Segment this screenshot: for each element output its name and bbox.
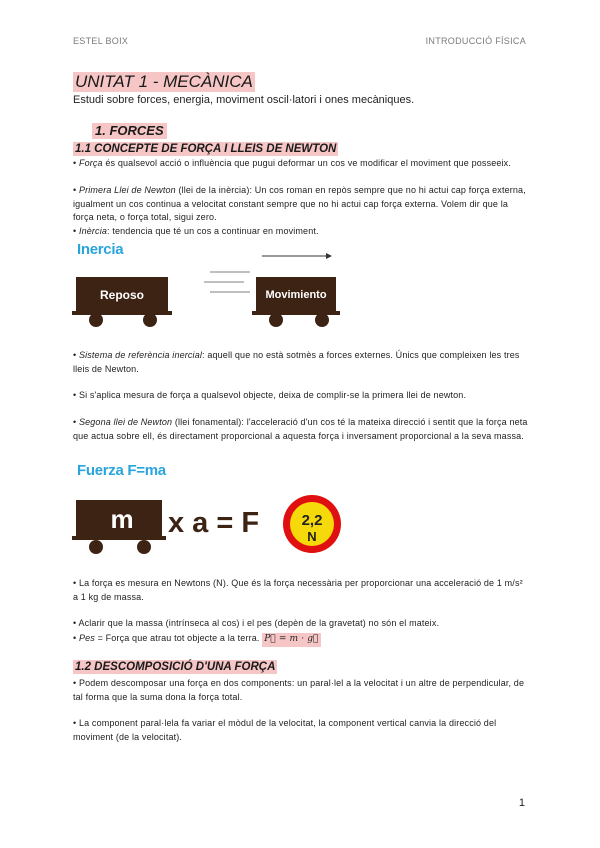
paragraph-inercia: • Inèrcia: tendencia que té un cos a continuar en moviment.	[73, 226, 319, 236]
pes-formula: P⃗ = m · g⃗	[262, 633, 320, 647]
text-aclarir: Aclarir que la massa (intrínseca al cos) i el pes (depèn de la gravetat) no són el mateix.	[78, 618, 440, 628]
truck-reposo-label: Reposo	[99, 288, 145, 302]
paragraph-descomposar: • Podem descomposar una força en dos components: un paral·lel a la velocitat i un altre de perpendicular, de tal forma que la suma dona la força total.	[73, 678, 525, 702]
page-subtitle: Estudi sobre forces, energia, moviment oscil·latori i ones mecàniques.	[73, 94, 415, 106]
text-pes: = Força que atrau tot objecte a la terra.	[94, 633, 263, 643]
text-forca: és qualsevol acció o influència que pugui deformar un cos ve modificar el moviment que posseeix.	[102, 158, 511, 168]
header-author: ESTEL BOIX	[73, 36, 129, 46]
truck-reposo-wheel-front	[143, 313, 157, 327]
paragraph-mesura-forca: • Si s'aplica mesura de força a qualsevol objecte, deixa de complir-se la primera llei de newton.	[73, 390, 467, 400]
truck-movimiento-base	[252, 311, 340, 315]
mass-label: m	[110, 504, 134, 534]
paragraph-segona-llei: • Segona llei de Newton (llei fonamental): l'acceleració d'un cos té la mateixa direcció i sentit que la força neta que actua sobre ell, és directament proporcional a aquesta força i inversament proporcional a la seva massa.	[73, 417, 528, 441]
subsection-title-newton: 1.1 CONCEPTE DE FORÇA I LLEIS DE NEWTON	[75, 143, 337, 155]
truck-movimiento-label: Movimiento	[265, 289, 327, 301]
text-descomposar: Podem descomposar una força en dos components: un paral·lel a la velocitat i un altre de perpendicular, de tal forma que la suma dona la força total.	[73, 678, 525, 702]
term-pes: Pes	[78, 633, 95, 643]
truck-reposo-wheel-back	[89, 313, 103, 327]
paragraph-forca: • Força és qualsevol acció o influència que pugui deformar un cos ve modificar el moviment que posseeix.	[73, 158, 511, 168]
force-sign-unit: N	[307, 529, 317, 544]
truck-movimiento-wheel-front	[315, 313, 329, 327]
page-number: 1	[518, 797, 525, 809]
term-forca: Força	[78, 158, 103, 168]
mass-block-wheel-back	[89, 540, 103, 554]
page-title: UNITAT 1 - MECÀNICA	[75, 72, 253, 91]
term-primera-llei: Primera Llei de Newton	[78, 185, 176, 195]
truck-movimiento-wheel-back	[269, 313, 283, 327]
paragraph-sistema-referencia: • Sistema de referència inercial: aquell que no està sotmès a forces externes. Únics que compleixen les tres lleis de Newton.	[73, 350, 520, 374]
paragraph-primera-llei: • Primera Llei de Newton (llei de la inèrcia): Un cos roman en repòs sempre que no hi actui cap força externa, igualment un cos continua a velocitat constant sempre que no hi actui cap força externa. Volem dir que la força neta, o força total, sigui zero.	[73, 185, 526, 222]
paragraph-aclarir: • Aclarir que la massa (intrínseca al cos) i el pes (depèn de la gravetat) no són el mateix.	[73, 618, 440, 628]
figure-caption-fuerza: Fuerza F=ma	[77, 462, 166, 479]
text-inercia: : tendencia que té un cos a continuar en moviment.	[107, 226, 319, 236]
term-inercia: Inèrcia	[78, 226, 108, 236]
force-sign-value: 2,2	[301, 512, 323, 529]
term-segona-llei: Segona llei de Newton	[78, 417, 173, 427]
paragraph-newtons: • La força es mesura en Newtons (N). Que és la força necessària per proporcionar una acceleració de 1 m/s² a 1 kg de massa.	[73, 578, 523, 602]
text-sistema-referencia: : aquell que no està sotmès a forces externes. Únics que compleixen les tres lleis de Newton.	[73, 350, 520, 374]
subsection-title-descomposicio: 1.2 DESCOMPOSICIÓ D'UNA FORÇA	[75, 661, 276, 673]
motion-arrow-head	[326, 253, 332, 259]
text-mesura-forca: Si s'aplica mesura de força a qualsevol objecte, deixa de complir-se la primera llei de newton.	[78, 390, 467, 400]
section-title-forces: 1. FORCES	[92, 123, 167, 139]
text-newtons: La força es mesura en Newtons (N). Que és la força necessària per proporcionar una acceleració de 1 m/s² a 1 kg de massa.	[73, 578, 523, 602]
term-sistema-referencia: Sistema de referència inercial	[78, 350, 203, 360]
text-segona-llei: (llei fonamental): l'acceleració d'un cos té la mateixa direcció i sentit que la força neta que actua sobre ell, és directament proporcional a aquesta força i inversament proporcional a la seva massa.	[73, 417, 528, 441]
mass-block-base	[72, 536, 166, 540]
paragraph-component: • La component paral·lela fa variar el mòdul de la velocitat, la component vertical canvia la direcció del moviment (de la velocitat).	[73, 718, 497, 742]
text-component: La component paral·lela fa variar el mòdul de la velocitat, la component vertical canvia la direcció del moviment (de la velocitat).	[73, 718, 497, 742]
inertia-figure	[72, 248, 342, 334]
header-subject: INTRODUCCIÓ FÍSICA	[425, 36, 526, 46]
mass-block-wheel-front	[137, 540, 151, 554]
force-formula-text: x a = F	[168, 507, 260, 539]
paragraph-pes: • Pes = Força que atrau tot objecte a la terra. P⃗ = m · g⃗	[73, 632, 529, 647]
force-figure	[72, 490, 348, 562]
text-primera-llei: (llei de la inèrcia): Un cos roman en repòs sempre que no hi actui cap força externa, igualment un cos continua a velocitat constant sempre que no hi actui cap força externa. Volem dir que la força neta, o força total, sigui zero.	[73, 185, 526, 222]
figure-caption-inercia: Inercia	[77, 241, 124, 258]
truck-reposo-base	[72, 311, 172, 315]
